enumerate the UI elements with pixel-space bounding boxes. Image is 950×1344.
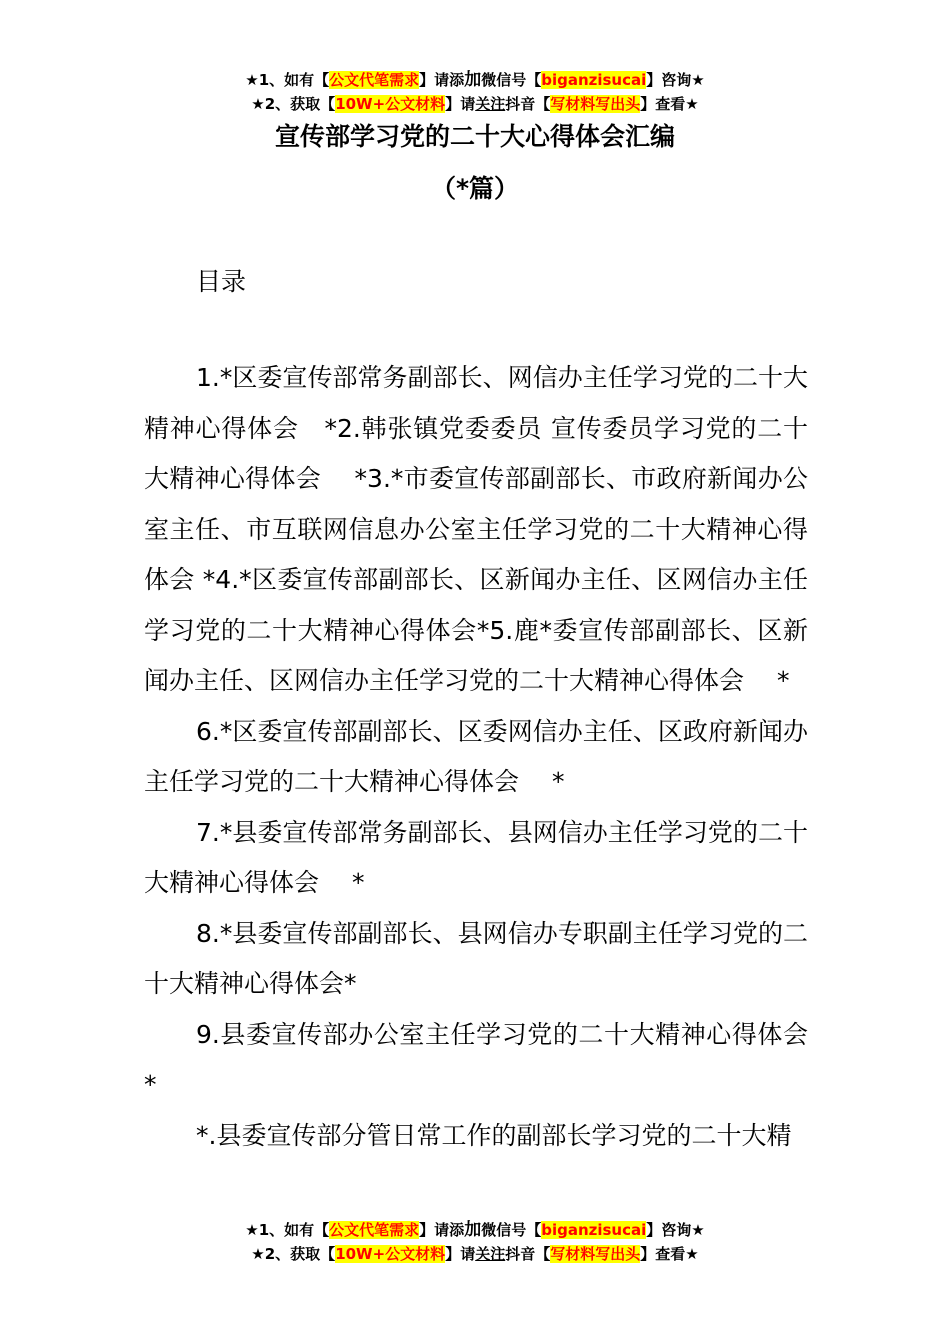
toc-paragraph: 7.*县委宣传部常务副部长、县网信办主任学习党的二十大精神心得体会 * xyxy=(144,817,808,897)
banner-highlight-wechat-id: biganzisucai xyxy=(541,1221,647,1239)
banner-highlight-service: 公文代笔需求 xyxy=(329,71,420,89)
header-banner xyxy=(0,68,950,116)
toc-heading: 目录 xyxy=(196,267,247,296)
banner-highlight-douyin: 写材料写出头 xyxy=(550,95,641,113)
document-subtitle: （*篇） xyxy=(430,174,520,203)
toc-paragraph: *.县委宣传部分管日常工作的副部长学习党的二十大精 xyxy=(196,1120,792,1150)
banner-highlight-materials: 10W+公文材料 xyxy=(335,1245,446,1263)
toc-paragraph: 1.*区委宣传部常务副部长、网信办主任学习党的二十大精神心得体会 *2.韩张镇党委委员 宣传委员学习党的二十大精神心得体会 *3.*市委宣传部副部长、市政府新闻办公室主任、市互联网信息办公室主任学习党的二十大精神心得体会 *4.*区委宣传部副部长、区新闻办主任、区网信办主任学习党的二十大精神心得体会*5.鹿*委宣传部副部长、区新闻办主任、区网信办主任学习党的二十大精神心得体会 * xyxy=(144,363,808,695)
banner-line-2: ★2、获取【10W+公文材料】请关注抖音【写材料写出头】查看★ xyxy=(251,1245,699,1263)
banner-highlight-materials: 10W+公文材料 xyxy=(335,95,446,113)
footer-banner xyxy=(0,1218,950,1266)
banner-line-2: ★2、获取【10W+公文材料】请关注抖音【写材料写出头】查看★ xyxy=(251,95,699,113)
toc-paragraph: 9.县委宣传部办公室主任学习党的二十大精神心得体会 * xyxy=(144,1019,834,1099)
toc-paragraph: 6.*区委宣传部副部长、区委网信办主任、区政府新闻办主任学习党的二十大精神心得体会 * xyxy=(144,716,808,796)
banner-line-1: ★1、如有【公文代笔需求】请添加微信号【biganzisucai】咨询★ xyxy=(245,70,705,90)
banner-highlight-service: 公文代笔需求 xyxy=(329,1221,420,1239)
toc-body xyxy=(144,353,834,1161)
toc-paragraph: 8.*县委宣传部副部长、县网信办专职副主任学习党的二十大精神心得体会* xyxy=(144,918,808,998)
banner-line-1: ★1、如有【公文代笔需求】请添加微信号【biganzisucai】咨询★ xyxy=(245,1220,705,1240)
banner-highlight-douyin: 写材料写出头 xyxy=(550,1245,641,1263)
banner-highlight-wechat-id: biganzisucai xyxy=(541,71,647,89)
document-title: 宣传部学习党的二十大心得体会汇编 xyxy=(274,122,675,151)
